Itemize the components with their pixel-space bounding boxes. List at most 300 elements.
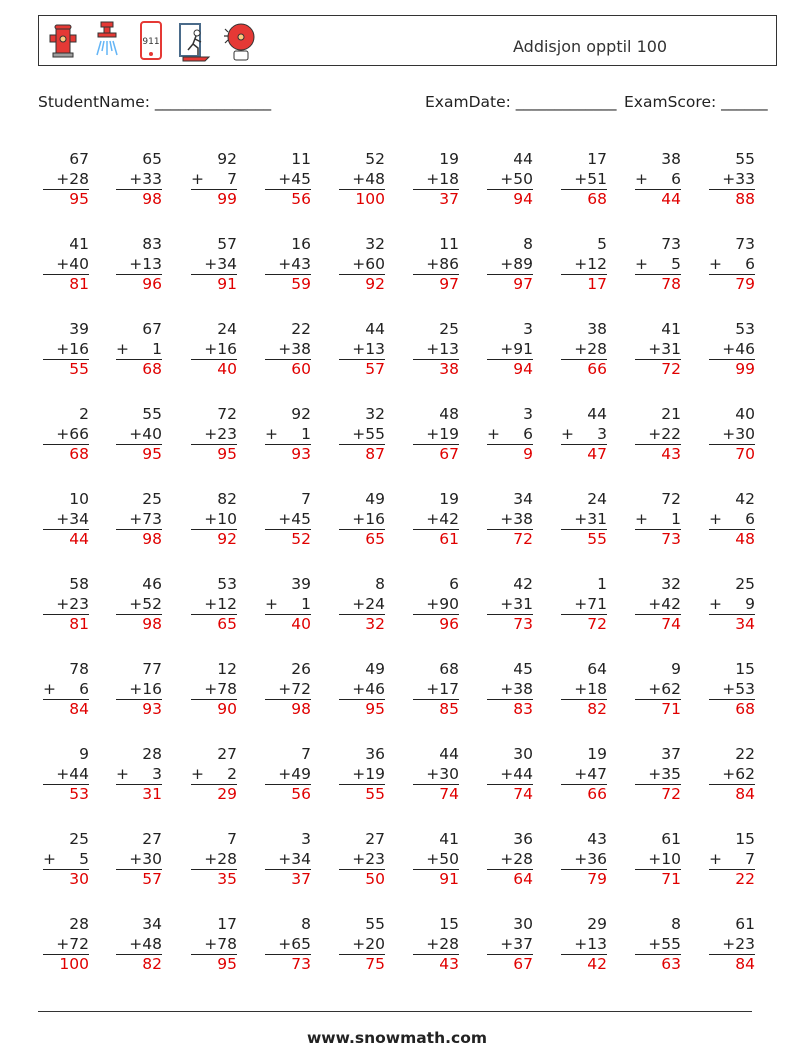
first-addend: 92	[217, 150, 237, 168]
plus-operator: +	[352, 169, 366, 188]
second-addend-line	[413, 765, 459, 785]
second-addend-line	[339, 935, 385, 955]
plus-operator: +	[426, 169, 440, 188]
second-addend: 23	[735, 934, 755, 953]
addition-problem	[635, 830, 681, 889]
second-addend: 9	[745, 594, 755, 613]
addition-problem	[709, 235, 755, 294]
plus-operator: +	[278, 679, 292, 698]
plus-operator: +	[352, 339, 366, 358]
plus-operator: +	[56, 764, 70, 783]
plus-operator: +	[56, 594, 70, 613]
second-addend-line	[709, 765, 755, 785]
first-addend: 78	[69, 660, 89, 678]
plus-operator: +	[129, 424, 143, 443]
addition-problem	[709, 660, 755, 719]
first-addend: 64	[587, 660, 607, 678]
addition-problem	[43, 830, 89, 889]
answer: 81	[43, 274, 89, 294]
first-addend: 3	[523, 405, 533, 423]
second-addend: 31	[661, 339, 681, 358]
plus-operator: +	[129, 934, 143, 953]
answer: 60	[265, 359, 311, 379]
second-addend: 50	[513, 169, 533, 188]
plus-operator: +	[426, 594, 440, 613]
second-addend: 48	[365, 169, 385, 188]
plus-operator: +	[129, 254, 143, 273]
second-addend-line	[43, 680, 89, 700]
plus-operator: +	[574, 849, 588, 868]
answer: 70	[709, 444, 755, 464]
first-addend: 19	[587, 745, 607, 763]
answer: 73	[487, 614, 533, 634]
addition-problem	[635, 490, 681, 549]
first-addend: 30	[513, 745, 533, 763]
second-addend-line	[709, 510, 755, 530]
addition-problem	[265, 915, 311, 974]
answer: 50	[339, 869, 385, 889]
first-addend: 55	[365, 915, 385, 933]
answer: 73	[635, 529, 681, 549]
second-addend-line	[339, 850, 385, 870]
second-addend-line	[487, 255, 533, 275]
answer: 65	[191, 614, 237, 634]
answer: 81	[43, 614, 89, 634]
plus-operator: +	[129, 679, 143, 698]
plus-operator: +	[648, 764, 662, 783]
svg-text:911: 911	[142, 37, 160, 47]
plus-operator: +	[561, 424, 574, 443]
answer: 37	[265, 869, 311, 889]
answer: 95	[116, 444, 162, 464]
first-addend: 73	[661, 235, 681, 253]
plus-operator: +	[204, 849, 218, 868]
addition-problem	[339, 405, 385, 464]
second-addend: 1	[301, 424, 311, 443]
first-addend: 32	[365, 235, 385, 253]
first-addend: 58	[69, 575, 89, 593]
answer: 98	[265, 699, 311, 719]
second-addend: 60	[365, 254, 385, 273]
plus-operator: +	[648, 849, 662, 868]
answer: 66	[561, 784, 607, 804]
first-addend: 36	[365, 745, 385, 763]
second-addend: 6	[745, 509, 755, 528]
answer: 47	[561, 444, 607, 464]
second-addend: 78	[217, 934, 237, 953]
first-addend: 2	[79, 405, 89, 423]
first-addend: 41	[439, 830, 459, 848]
plus-operator: +	[278, 169, 292, 188]
addition-problem	[413, 150, 459, 209]
second-addend-line	[116, 255, 162, 275]
second-addend-line	[265, 935, 311, 955]
second-addend-line	[339, 595, 385, 615]
addition-problem	[413, 745, 459, 804]
first-addend: 28	[69, 915, 89, 933]
plus-operator: +	[574, 509, 588, 528]
answer: 72	[487, 529, 533, 549]
second-addend: 5	[79, 849, 89, 868]
second-addend-line	[487, 595, 533, 615]
second-addend-line	[265, 680, 311, 700]
addition-problem	[487, 490, 533, 549]
answer: 91	[413, 869, 459, 889]
second-addend: 24	[365, 594, 385, 613]
first-addend: 9	[79, 745, 89, 763]
answer: 79	[561, 869, 607, 889]
first-addend: 27	[142, 830, 162, 848]
answer: 32	[339, 614, 385, 634]
second-addend: 35	[661, 764, 681, 783]
plus-operator: +	[352, 679, 366, 698]
addition-problem	[635, 320, 681, 379]
first-addend: 8	[671, 915, 681, 933]
answer: 29	[191, 784, 237, 804]
second-addend-line	[487, 170, 533, 190]
second-addend-line	[43, 935, 89, 955]
addition-problem	[561, 660, 607, 719]
answer: 71	[635, 699, 681, 719]
second-addend: 30	[142, 849, 162, 868]
first-addend: 46	[142, 575, 162, 593]
second-addend: 28	[439, 934, 459, 953]
first-addend: 57	[217, 235, 237, 253]
addition-problem	[43, 660, 89, 719]
plus-operator: +	[426, 849, 440, 868]
plus-operator: +	[574, 679, 588, 698]
answer: 66	[561, 359, 607, 379]
second-addend: 48	[142, 934, 162, 953]
second-addend-line	[43, 850, 89, 870]
exam-score-field: ExamScore: ______	[624, 93, 768, 111]
second-addend: 33	[142, 169, 162, 188]
worksheet-title: Addisjon opptil 100	[513, 37, 668, 56]
second-addend: 12	[587, 254, 607, 273]
addition-problem	[561, 320, 607, 379]
addition-problem	[116, 915, 162, 974]
second-addend: 38	[513, 679, 533, 698]
plus-operator: +	[352, 764, 366, 783]
addition-problem	[487, 405, 533, 464]
answer: 98	[116, 614, 162, 634]
header-icons	[45, 19, 257, 63]
first-addend: 44	[513, 150, 533, 168]
addition-problem	[413, 915, 459, 974]
answer: 22	[709, 869, 755, 889]
second-addend: 50	[439, 849, 459, 868]
addition-problem	[339, 830, 385, 889]
answer: 74	[487, 784, 533, 804]
addition-problem	[265, 235, 311, 294]
addition-problem	[339, 235, 385, 294]
second-addend-line	[116, 680, 162, 700]
first-addend: 38	[661, 150, 681, 168]
second-addend-line	[116, 765, 162, 785]
first-addend: 44	[365, 320, 385, 338]
first-addend: 34	[513, 490, 533, 508]
first-addend: 68	[439, 660, 459, 678]
plus-operator: +	[648, 934, 662, 953]
first-addend: 37	[661, 745, 681, 763]
addition-problem	[43, 575, 89, 634]
second-addend-line	[339, 425, 385, 445]
addition-problem	[709, 745, 755, 804]
second-addend: 30	[439, 764, 459, 783]
plus-operator: +	[426, 424, 440, 443]
second-addend: 45	[291, 169, 311, 188]
second-addend: 19	[439, 424, 459, 443]
answer: 55	[339, 784, 385, 804]
answer: 57	[339, 359, 385, 379]
answer: 93	[116, 699, 162, 719]
second-addend-line	[265, 595, 311, 615]
answer: 67	[413, 444, 459, 464]
plus-operator: +	[426, 339, 440, 358]
plus-operator: +	[278, 934, 292, 953]
answer: 44	[635, 189, 681, 209]
first-addend: 24	[587, 490, 607, 508]
addition-problem	[709, 830, 755, 889]
answer: 87	[339, 444, 385, 464]
addition-problem	[339, 915, 385, 974]
first-addend: 17	[217, 915, 237, 933]
first-addend: 48	[439, 405, 459, 423]
second-addend-line	[635, 595, 681, 615]
second-addend-line	[487, 680, 533, 700]
addition-problem	[265, 150, 311, 209]
second-addend: 10	[661, 849, 681, 868]
answer: 68	[709, 699, 755, 719]
addition-problem	[413, 660, 459, 719]
second-addend-line	[635, 340, 681, 360]
second-addend-line	[191, 170, 237, 190]
second-addend-line	[413, 850, 459, 870]
first-addend: 27	[365, 830, 385, 848]
addition-problem	[561, 575, 607, 634]
first-addend: 3	[523, 320, 533, 338]
answer: 63	[635, 954, 681, 974]
first-addend: 44	[439, 745, 459, 763]
first-addend: 49	[365, 660, 385, 678]
addition-problem	[709, 575, 755, 634]
second-addend: 13	[142, 254, 162, 273]
plus-operator: +	[500, 679, 514, 698]
plus-operator: +	[56, 934, 70, 953]
second-addend-line	[413, 935, 459, 955]
plus-operator: +	[191, 764, 204, 783]
second-addend: 3	[597, 424, 607, 443]
plus-operator: +	[116, 764, 129, 783]
answer: 52	[265, 529, 311, 549]
first-addend: 11	[439, 235, 459, 253]
second-addend: 33	[735, 169, 755, 188]
second-addend-line	[191, 765, 237, 785]
addition-problem	[635, 150, 681, 209]
answer: 48	[709, 529, 755, 549]
first-addend: 61	[661, 830, 681, 848]
second-addend: 6	[745, 254, 755, 273]
answer: 31	[116, 784, 162, 804]
second-addend: 78	[217, 679, 237, 698]
second-addend: 34	[69, 509, 89, 528]
second-addend-line	[709, 850, 755, 870]
addition-problem	[635, 405, 681, 464]
second-addend-line	[191, 595, 237, 615]
addition-problem	[561, 150, 607, 209]
first-addend: 21	[661, 405, 681, 423]
second-addend-line	[709, 935, 755, 955]
second-addend-line	[191, 425, 237, 445]
second-addend: 13	[587, 934, 607, 953]
first-addend: 39	[69, 320, 89, 338]
second-addend-line	[561, 595, 607, 615]
answer: 88	[709, 189, 755, 209]
plus-operator: +	[265, 424, 278, 443]
second-addend: 38	[513, 509, 533, 528]
first-addend: 34	[142, 915, 162, 933]
plus-operator: +	[426, 764, 440, 783]
second-addend: 38	[291, 339, 311, 358]
plus-operator: +	[648, 424, 662, 443]
second-addend: 7	[227, 169, 237, 188]
answer: 57	[116, 869, 162, 889]
addition-problem	[116, 320, 162, 379]
addition-problem	[191, 575, 237, 634]
answer: 65	[339, 529, 385, 549]
second-addend-line	[487, 850, 533, 870]
addition-problem	[43, 915, 89, 974]
second-addend-line	[709, 595, 755, 615]
emergency-exit-icon	[177, 19, 213, 63]
second-addend-line	[339, 765, 385, 785]
first-addend: 24	[217, 320, 237, 338]
second-addend: 6	[671, 169, 681, 188]
plus-operator: +	[56, 424, 70, 443]
first-addend: 5	[597, 235, 607, 253]
plus-operator: +	[709, 594, 722, 613]
second-addend: 1	[301, 594, 311, 613]
addition-problem	[561, 745, 607, 804]
plus-operator: +	[426, 934, 440, 953]
second-addend: 62	[735, 764, 755, 783]
second-addend-line	[561, 680, 607, 700]
plus-operator: +	[500, 254, 514, 273]
first-addend: 25	[142, 490, 162, 508]
first-addend: 82	[217, 490, 237, 508]
second-addend-line	[265, 170, 311, 190]
plus-operator: +	[278, 509, 292, 528]
addition-problem	[265, 490, 311, 549]
plus-operator: +	[709, 849, 722, 868]
answer: 38	[413, 359, 459, 379]
answer: 90	[191, 699, 237, 719]
second-addend-line	[191, 340, 237, 360]
first-addend: 1	[597, 575, 607, 593]
answer: 84	[709, 784, 755, 804]
second-addend: 16	[217, 339, 237, 358]
answer: 100	[43, 954, 89, 974]
second-addend: 5	[671, 254, 681, 273]
addition-problem	[487, 235, 533, 294]
answer: 43	[413, 954, 459, 974]
second-addend: 53	[735, 679, 755, 698]
first-addend: 25	[439, 320, 459, 338]
addition-problem	[635, 235, 681, 294]
first-addend: 30	[513, 915, 533, 933]
second-addend-line	[635, 255, 681, 275]
first-addend: 10	[69, 490, 89, 508]
answer: 55	[43, 359, 89, 379]
second-addend-line	[265, 425, 311, 445]
plus-operator: +	[56, 339, 70, 358]
first-addend: 11	[291, 150, 311, 168]
addition-problem	[116, 745, 162, 804]
second-addend-line	[43, 595, 89, 615]
answer: 99	[709, 359, 755, 379]
answer: 72	[635, 784, 681, 804]
second-addend: 86	[439, 254, 459, 273]
second-addend-line	[487, 510, 533, 530]
plus-operator: +	[574, 339, 588, 358]
answer: 72	[561, 614, 607, 634]
answer: 97	[487, 274, 533, 294]
answer: 34	[709, 614, 755, 634]
second-addend: 28	[217, 849, 237, 868]
addition-problem	[561, 490, 607, 549]
second-addend-line	[635, 850, 681, 870]
first-addend: 55	[735, 150, 755, 168]
addition-problem	[709, 490, 755, 549]
second-addend: 37	[513, 934, 533, 953]
plus-operator: +	[191, 169, 204, 188]
first-addend: 15	[735, 660, 755, 678]
first-addend: 49	[365, 490, 385, 508]
second-addend: 44	[69, 764, 89, 783]
second-addend-line	[265, 850, 311, 870]
answer: 85	[413, 699, 459, 719]
answer: 95	[339, 699, 385, 719]
first-addend: 25	[69, 830, 89, 848]
plus-operator: +	[43, 849, 56, 868]
second-addend-line	[413, 595, 459, 615]
first-addend: 3	[301, 830, 311, 848]
second-addend: 72	[69, 934, 89, 953]
second-addend-line	[635, 425, 681, 445]
addition-problem	[487, 575, 533, 634]
second-addend: 45	[291, 509, 311, 528]
first-addend: 7	[227, 830, 237, 848]
second-addend-line	[561, 765, 607, 785]
second-addend: 62	[661, 679, 681, 698]
first-addend: 38	[587, 320, 607, 338]
plus-operator: +	[278, 764, 292, 783]
first-addend: 29	[587, 915, 607, 933]
addition-problem	[487, 660, 533, 719]
first-addend: 55	[142, 405, 162, 423]
plus-operator: +	[709, 254, 722, 273]
second-addend-line	[191, 680, 237, 700]
fire-alarm-bell-icon	[221, 19, 257, 63]
second-addend: 6	[79, 679, 89, 698]
second-addend: 16	[142, 679, 162, 698]
addition-problem	[709, 320, 755, 379]
second-addend: 18	[439, 169, 459, 188]
plus-operator: +	[500, 594, 514, 613]
answer: 100	[339, 189, 385, 209]
second-addend: 43	[291, 254, 311, 273]
answer: 91	[191, 274, 237, 294]
